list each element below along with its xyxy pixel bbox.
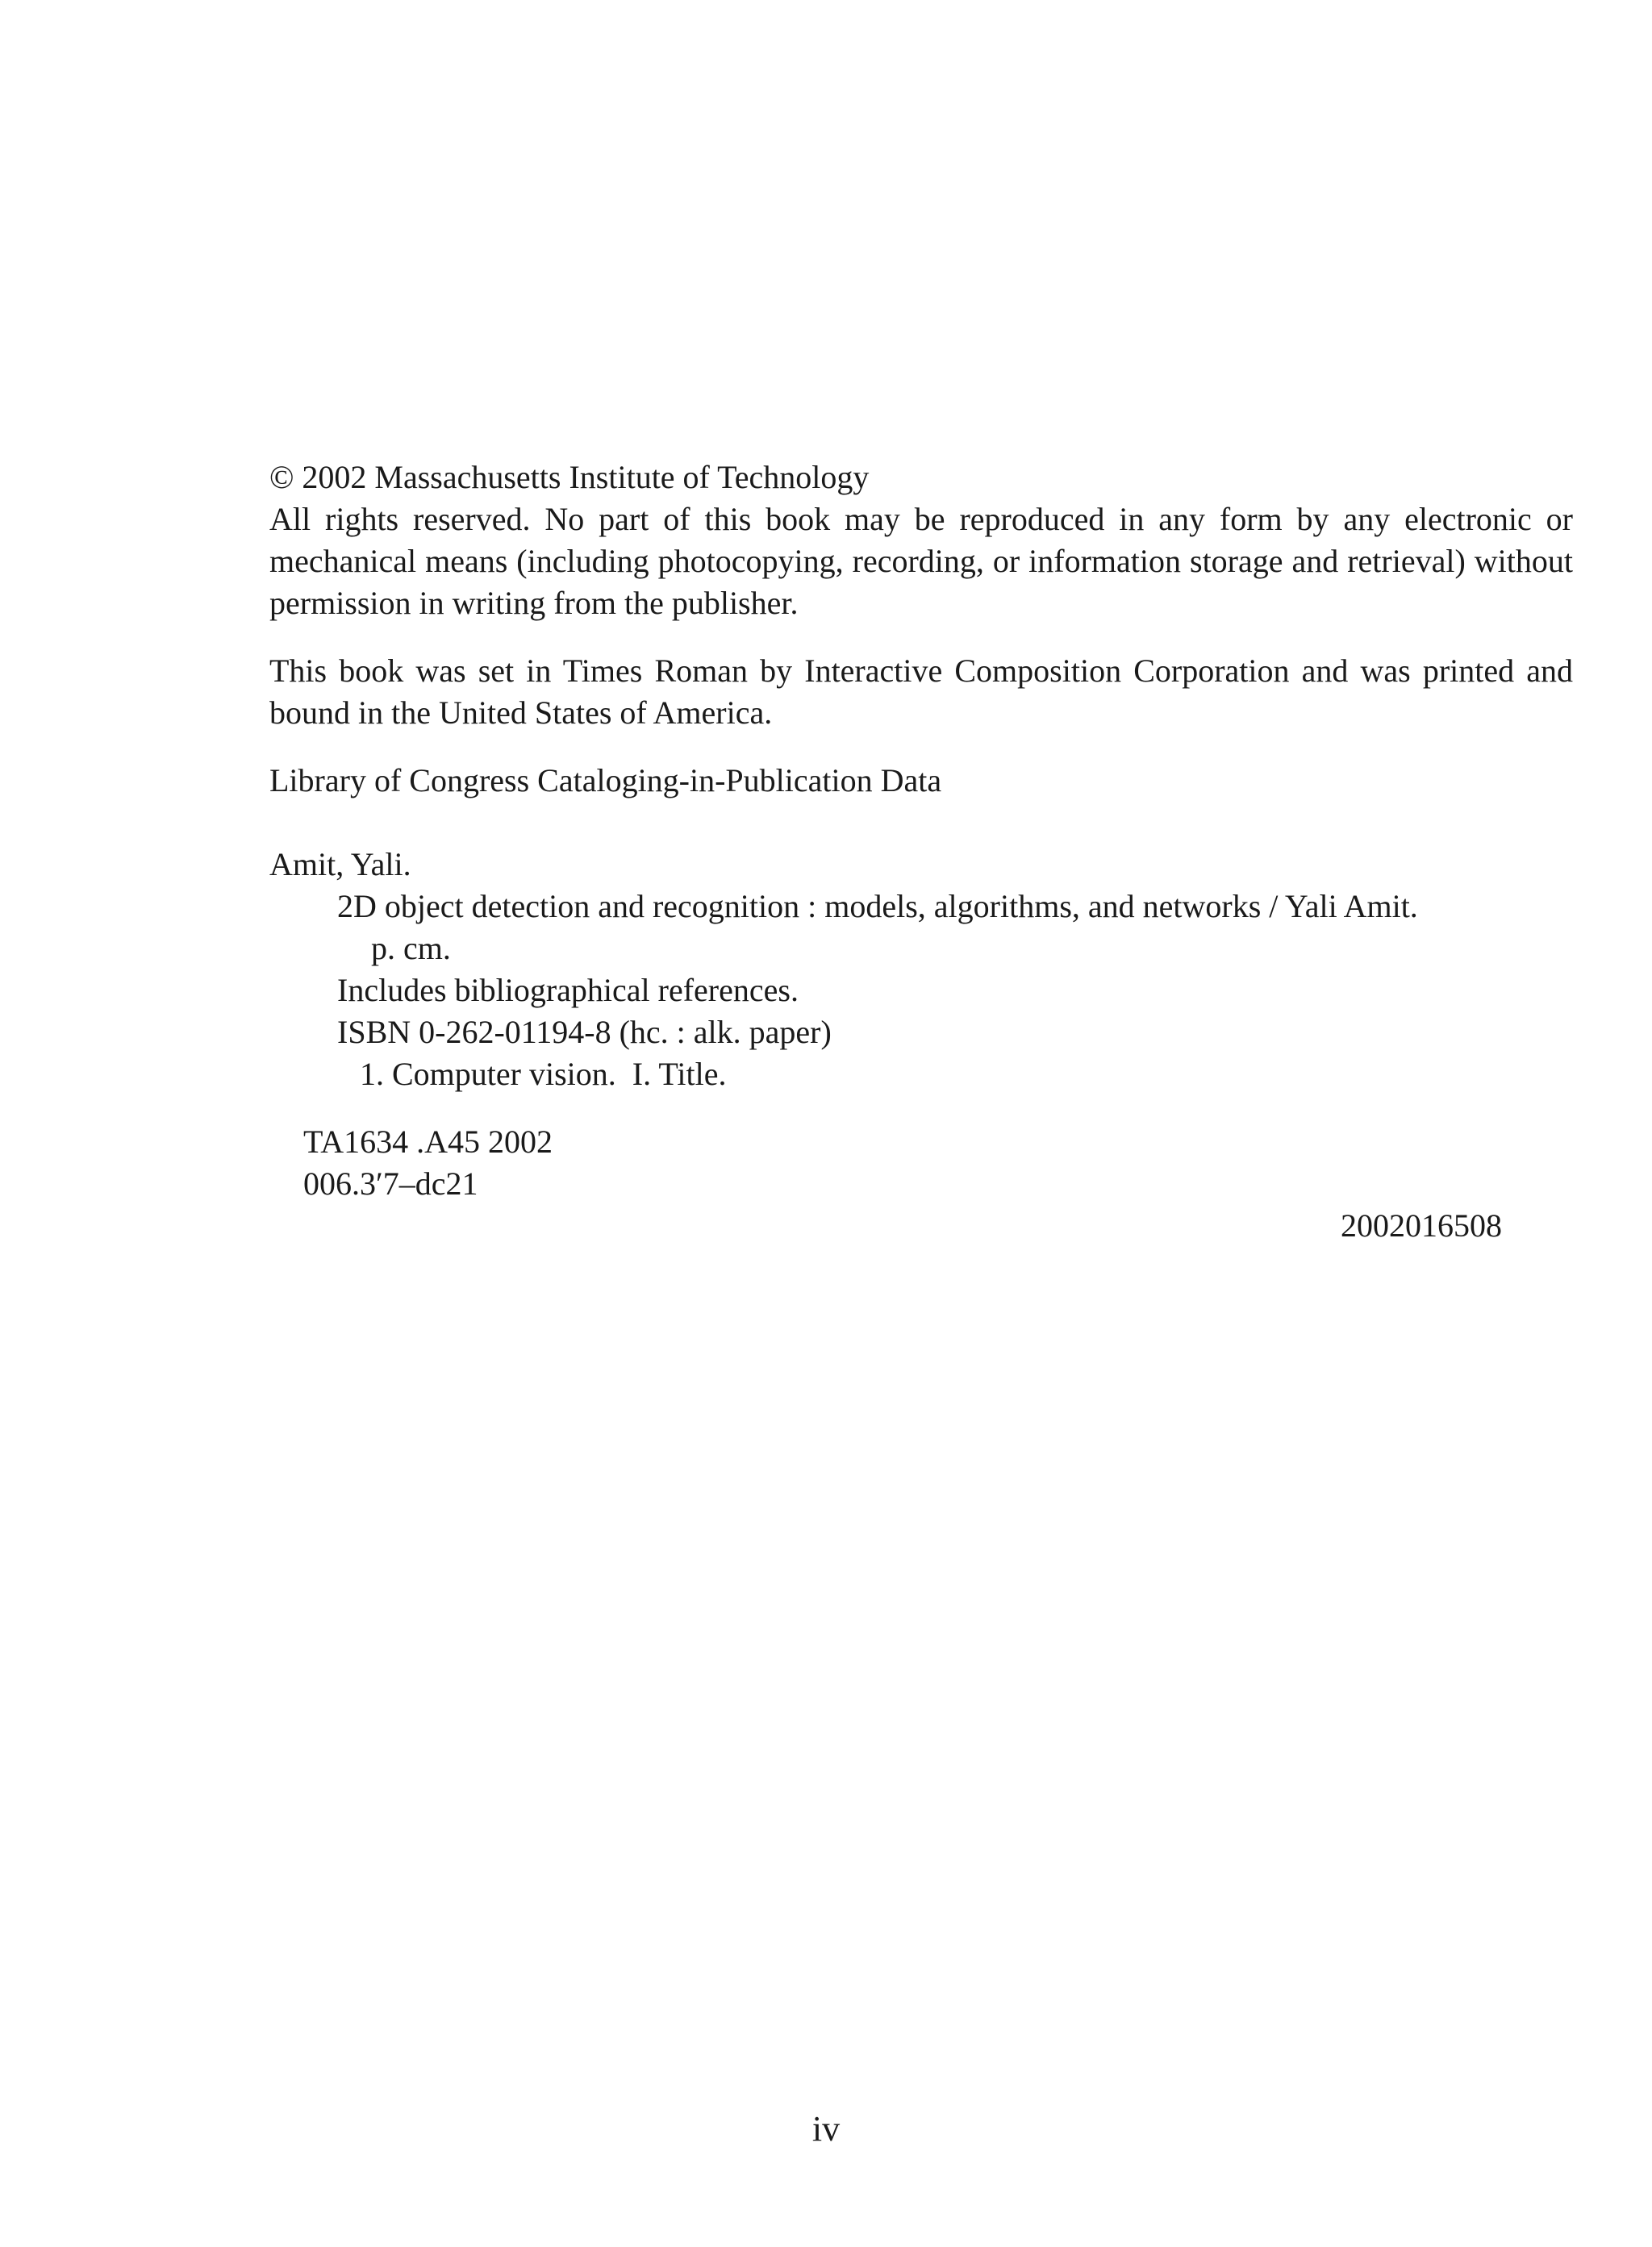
page-number: iv: [811, 2109, 841, 2149]
cip-notes: Includes bibliographical references.: [337, 972, 799, 1008]
cip-title-statement: 2D object detection and recognition : models, algorithms, and networks / Yali Amit.: [337, 888, 1418, 924]
cip-header: Library of Congress Cataloging-in-Publication Data: [269, 762, 942, 798]
cip-isbn: ISBN 0-262-01194-8 (hc. : alk. paper): [337, 1014, 832, 1050]
copyright-notice: © 2002 Massachusetts Institute of Technology: [269, 459, 870, 495]
cip-physical: p. cm.: [371, 930, 451, 966]
dewey-number: 006.3′7–dc21: [303, 1165, 478, 1202]
call-numbers: [303, 1121, 553, 1205]
rights-statement: All rights reserved. No part of this book may be reproduced in any form by any electronic or mechanical means (including photocopying, recording, or information storage and retrieval) without permission in writing from the publisher.: [269, 501, 1573, 621]
lc-call-number: TA1634 .A45 2002: [303, 1124, 553, 1160]
cip-author: Amit, Yali.: [269, 846, 411, 882]
colophon: This book was set in Times Roman by Interactive Composition Corporation and was printed and bound in the United States of America.: [269, 652, 1573, 731]
cip-subjects: 1. Computer vision. I. Title.: [360, 1056, 727, 1092]
lccn: 2002016508: [1341, 1207, 1502, 1244]
